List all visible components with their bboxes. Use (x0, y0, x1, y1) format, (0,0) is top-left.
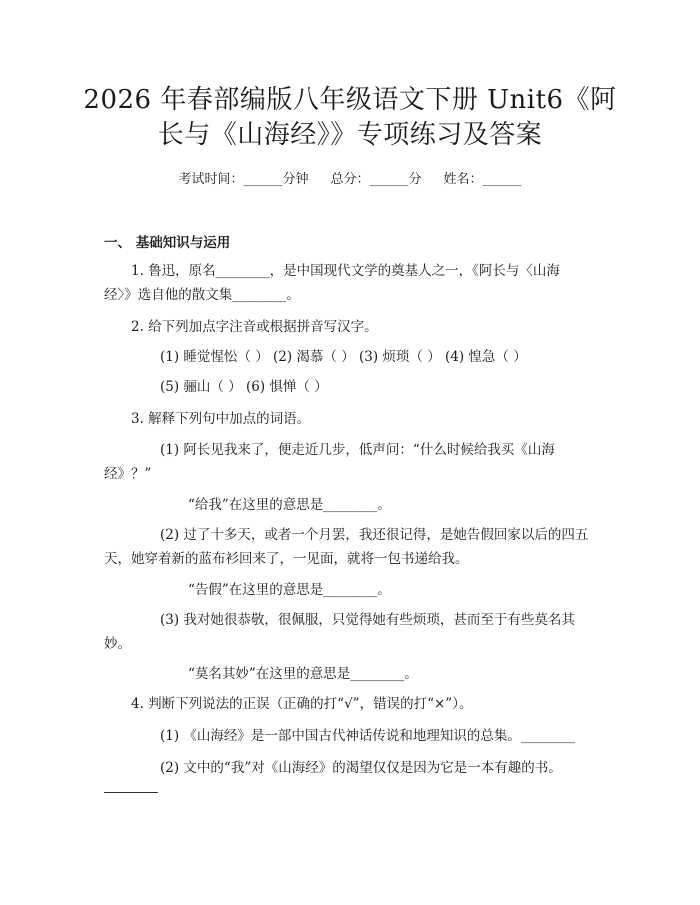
exam-name: 姓名：______ (443, 172, 522, 187)
q3-s1-line1: (1) 阿长见我来了，便走近几步，低声问：“什么时候给我买《山海 (160, 442, 555, 458)
q3-s2-answer: “告假”在这里的意思是________。 (188, 582, 391, 598)
q3-s2-line1: (2) 过了十多天，或者一个月罢，我还很记得，是她告假回家以后的四五 (160, 527, 589, 543)
answer-blank-line (104, 792, 158, 793)
q3-s3-line2: 妙。 (104, 636, 131, 652)
q1-line2: 经〉》选自他的散文集________。 (104, 287, 300, 303)
q3-s1-line2: 经》？” (104, 466, 152, 482)
exam-score: 总分：______分 (330, 172, 422, 187)
q3-s2-line2: 天，她穿着新的蓝布衫回来了，一见面，就将一包书递给我。 (104, 551, 469, 567)
q2-row2: (5) 骊山（ ） (6) 惧惮（ ） (160, 379, 328, 395)
document-title-line1: 2026 年春部编版八年级语文下册 Unit6《阿 (83, 85, 617, 115)
q4-stem: 4. 判断下列说法的正误（正确的打“√”，错误的打“×”）。 (131, 696, 473, 712)
q2-row1: (1) 睡觉惺忪（ ） (2) 渴慕（ ） (3) 烦琐（ ） (4) 惶急（ ） (160, 349, 527, 365)
section-heading: 一、 基础知识与运用 (104, 235, 231, 251)
exam-time: 考试时间：______分钟 (178, 172, 309, 187)
exam-info (0, 168, 700, 187)
q3-s3-answer: “莫名其妙”在这里的意思是________。 (188, 666, 418, 682)
q4-s1: (1) 《山海经》是一部中国古代神话传说和地理知识的总集。________ (160, 728, 575, 744)
q2-stem: 2. 给下列加点字注音或根据拼音写汉字。 (131, 319, 378, 335)
q3-s3-line1: (3) 我对她很恭敬，很佩服，只觉得她有些烦琐，甚而至于有些莫名其 (160, 612, 575, 628)
q3-stem: 3. 解释下列句中加点的词语。 (131, 411, 311, 427)
q1-line1: 1. 鲁迅，原名________，是中国现代文学的奠基人之一，《阿长与〈山海 (131, 263, 560, 279)
q4-s2: (2) 文中的“我”对《山海经》的渴望仅仅是因为它是一本有趣的书。 (160, 760, 562, 776)
q3-s1-answer: “给我”在这里的意思是________。 (188, 497, 391, 513)
document-title-line2: 长与《山海经》》专项练习及答案 (157, 120, 543, 150)
